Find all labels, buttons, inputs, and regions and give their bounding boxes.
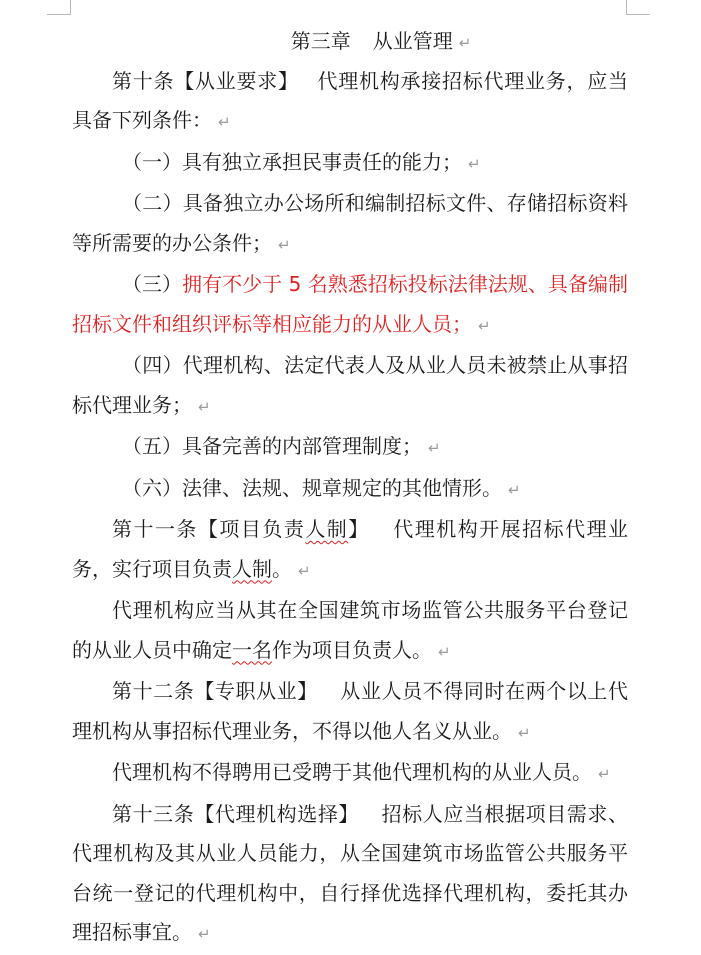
article-body: 代理机构承接招标代理业务，应当具备下列条件： [72, 68, 628, 132]
paragraph-mark-icon: ↵ [518, 723, 531, 742]
paragraph-mark-icon: ↵ [438, 642, 451, 661]
article-heading-end: 】 [348, 517, 370, 541]
article-13-paragraph [72, 795, 628, 955]
paragraph-mark-icon: ↵ [508, 480, 521, 499]
paragraph-mark-icon: ↵ [298, 561, 311, 580]
paragraph-text-end: 作为项目负责人。 [272, 637, 432, 662]
article-body-end: 。 [272, 556, 292, 581]
article-heading: 【专职从业】 [194, 679, 318, 703]
paragraph-mark-icon: ↵ [278, 235, 291, 254]
spellcheck-underlined-text: 人制 [305, 517, 349, 541]
paragraph-mark-icon: ↵ [598, 765, 611, 783]
article-11-paragraph [72, 510, 628, 591]
list-item [72, 184, 628, 265]
paragraph-text-start: 代理机构应当从其在全国建筑市场监管公共服务平台登记的从业人员中确定 [72, 598, 628, 662]
list-item-text-red: 拥有不少于 5 名熟悉招标投标法律法规、具备编制招标文件和组织评标等相应能力的从业人员； [72, 272, 628, 336]
list-item-text: 具备独立办公场所和编制招标文件、存储招标资料等所需要的办公条件； [72, 191, 628, 255]
article-label: 第十一条 [112, 517, 198, 541]
article-body: 招标人应当根据项目需求、代理机构及其从业人员能力，从全国建筑市场监管公共服务平台统一登记的代理机构中，自行择优选择代理机构，委托其办理招标事宜。 [72, 801, 629, 944]
list-item-number: （五） [122, 434, 182, 458]
chapter-number: 第三章 [290, 29, 351, 53]
paragraph-text: 代理机构不得聘用已受聘于其他代理机构的从业人员。 [112, 760, 592, 784]
article-heading: 【代理机构选择】 [194, 801, 360, 826]
list-item-text: 代理机构、法定代表人及从业人员未被禁止从事招标代理业务； [72, 353, 628, 417]
article-11-paragraph-2 [72, 591, 628, 672]
spellcheck-underlined-text: 人制 [232, 556, 272, 581]
document-body[interactable] [72, 22, 628, 955]
list-item-text: 具有独立承担民事责任的能力； [182, 149, 462, 174]
article-12-paragraph-2 [72, 753, 628, 795]
article-label: 第十条 [112, 68, 175, 93]
paragraph-mark-icon: ↵ [198, 925, 211, 943]
list-item-number: （四） [122, 353, 183, 377]
paragraph-mark-icon: ↵ [198, 397, 211, 416]
article-label: 第十三条 [112, 801, 195, 826]
paragraph-mark-icon: ↵ [218, 113, 231, 131]
paragraph-mark-icon: ↵ [458, 34, 472, 52]
crop-mark-top-right [626, 0, 650, 15]
list-item [72, 427, 628, 469]
list-item [72, 143, 628, 185]
article-label: 第十二条 [112, 679, 195, 703]
article-heading: 【从业要求】 [174, 68, 299, 93]
article-12-paragraph [72, 672, 628, 753]
list-item-number: （六） [122, 475, 182, 500]
crop-mark-top-left [47, 0, 71, 15]
list-item [72, 346, 628, 427]
list-item-text: 法律、法规、规章规定的其他情形。 [182, 475, 502, 500]
list-item-text: 具备完善的内部管理制度； [182, 434, 422, 458]
article-heading-start: 【项目负责 [197, 517, 306, 541]
spellcheck-underlined-text: 一名 [232, 637, 272, 662]
chapter-name: 从业管理 [372, 29, 453, 53]
article-10-paragraph [72, 62, 628, 143]
chapter-title [72, 22, 628, 62]
list-item-number: （一） [122, 149, 182, 174]
paragraph-mark-icon: ↵ [468, 154, 481, 173]
list-item [72, 469, 628, 511]
list-item-highlighted [72, 265, 628, 346]
list-item-number: （二） [122, 191, 183, 215]
article-body-start: 代理机构开展招标代理业务，实行项目负责 [72, 517, 629, 581]
paragraph-mark-icon: ↵ [478, 316, 491, 335]
list-item-number: （三） [122, 272, 183, 296]
paragraph-mark-icon: ↵ [428, 439, 441, 457]
article-body: 从业人员不得同时在两个以上代理机构从事招标代理业务，不得以他人名义从业。 [72, 679, 629, 743]
